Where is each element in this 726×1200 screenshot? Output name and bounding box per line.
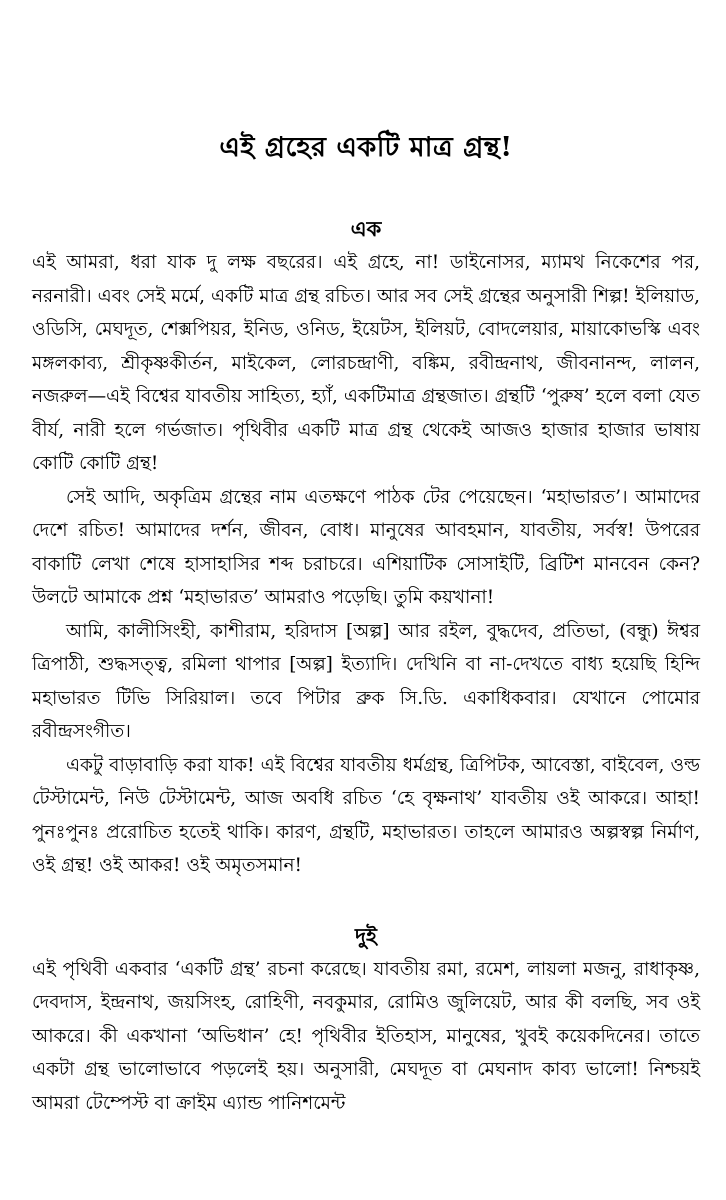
book-page bbox=[32, 128, 700, 1120]
section-one bbox=[32, 212, 700, 883]
section-heading: দুই bbox=[355, 922, 377, 948]
paragraph: সেই আদি, অকৃত্রিম গ্রন্থের নাম এতক্ষণে পাঠক টের পেয়েছেন। ‘মহাভারত’। আমাদের দেশে রচিত! আমাদের দর্শন, জীবন, বোধ। মানুষের আবহমান, যাবতীয়, সর্বস্ব! উপরের বাকাটি লেখা শেষে হাসাহাসির শব্দ চরাচরে। এশিয়াটিক সোসাইটি, ব্রিটিশ মানবেন কেন? উলটে আমাকে প্রশ্ন ‘মহাভারত’ আমরাও পড়েছি। তুমি কয়খানা! bbox=[32, 486, 700, 608]
chapter-title: এই গ্রহের একটি মাত্র গ্রন্থ! bbox=[219, 132, 513, 163]
paragraph: আমি, কালীসিংহী, কাশীরাম, হরিদাস [অল্প] আর রইল, বুদ্ধদেব, প্রতিভা, (বন্ধু) ঈশ্বর ত্রিপাঠী, শুদ্ধসত্ত্ব, রমিলা থাপার [অল্প] ইত্যাদি। দেখিনি বা না-দেখতে বাধ্য হয়েছি হিন্দি মহাভারত টিভি সিরিয়াল। তবে পিটার ব্রুক সি.ডি. একাধিকবার। যেখানে পোমোর রবীন্দ্রসংগীত। bbox=[32, 620, 700, 742]
paragraph: একটু বাড়াবাড়ি করা যাক! এই বিশ্বের যাবতীয় ধর্মগ্রন্থ, ত্রিপিটক, আবেস্তা, বাইবেল, ওল্ড টেস্টামেন্ট, নিউ টেস্টামেন্ট, আজ অবধি রচিত ‘হে বৃক্ষনাথ’ যাবতীয় ওই আকরে। আহা! পুনঃপুনঃ প্ররোচিত হতেই থাকি। কারণ, গ্রন্থটি, মহাভারত। তাহলে আমারও অল্পস্বল্প নির্মাণ, ওই গ্রন্থ! ওই আকর! ওই অমৃতসমান! bbox=[32, 754, 700, 876]
paragraph: এই পৃথিবী একবার ‘একটি গ্রন্থ’ রচনা করেছে। যাবতীয় রমা, রমেশ, লায়লা মজনু, রাধাকৃষ্ণ, দেবদাস, ইন্দ্রনাথ, জয়সিংহ, রোহিণী, নবকুমার, রোমিও জুলিয়েট, আর কী বলছি, সব ওই আকরে। কী একখানা ‘অভিধান’ হে! পৃথিবীর ইতিহাস, মানুষের, খুবই কয়েকদিনের। তাতে একটা গ্রন্থ ভালোভাবে পড়লেই হয়। অনুসারী, মেঘদূত বা মেঘনাদ কাব্য ভালো! নিশ্চয়ই আমরা টেম্পেস্ট বা ক্রাইম এ্যান্ড পানিশমেন্ট bbox=[32, 958, 700, 1114]
paragraph: এই আমরা, ধরা যাক দু লক্ষ বছরের। এই গ্রহে, না! ডাইনোসর, ম্যামথ নিকেশের পর, নরনারী। এবং সেই মর্মে, একটি মাত্র গ্রন্থ রচিত। আর সব সেই গ্রন্থের অনুসারী শিল্প! ইলিয়াড, ওডিসি, মেঘদূত, শেক্সপিয়র, ইনিড, ওনিড, ইয়েটস, ইলিয়ট, বোদলেয়ার, মায়াকোভস্কি এবং মঙ্গলকাব্য, শ্রীকৃষ্ণকীর্তন, মাইকেল, লোরচন্দ্রাণী, বঙ্কিম, রবীন্দ্রনাথ, জীবনানন্দ, লালন, নজরুল—এই বিশ্বের যাবতীয় সাহিত্য, হ্যাঁ, একটিমাত্র গ্রন্থজাত। গ্রন্থটি ‘পুরুষ’ হলে বলা যেত বীর্য, নারী হলে গর্ভজাত। পৃথিবীর একটি মাত্র গ্রন্থ থেকেই আজও হাজার হাজার ভাষায় কোটি কোটি গ্রন্থ! bbox=[32, 252, 700, 474]
section-heading: এক bbox=[350, 216, 382, 241]
section-two bbox=[32, 919, 700, 1121]
